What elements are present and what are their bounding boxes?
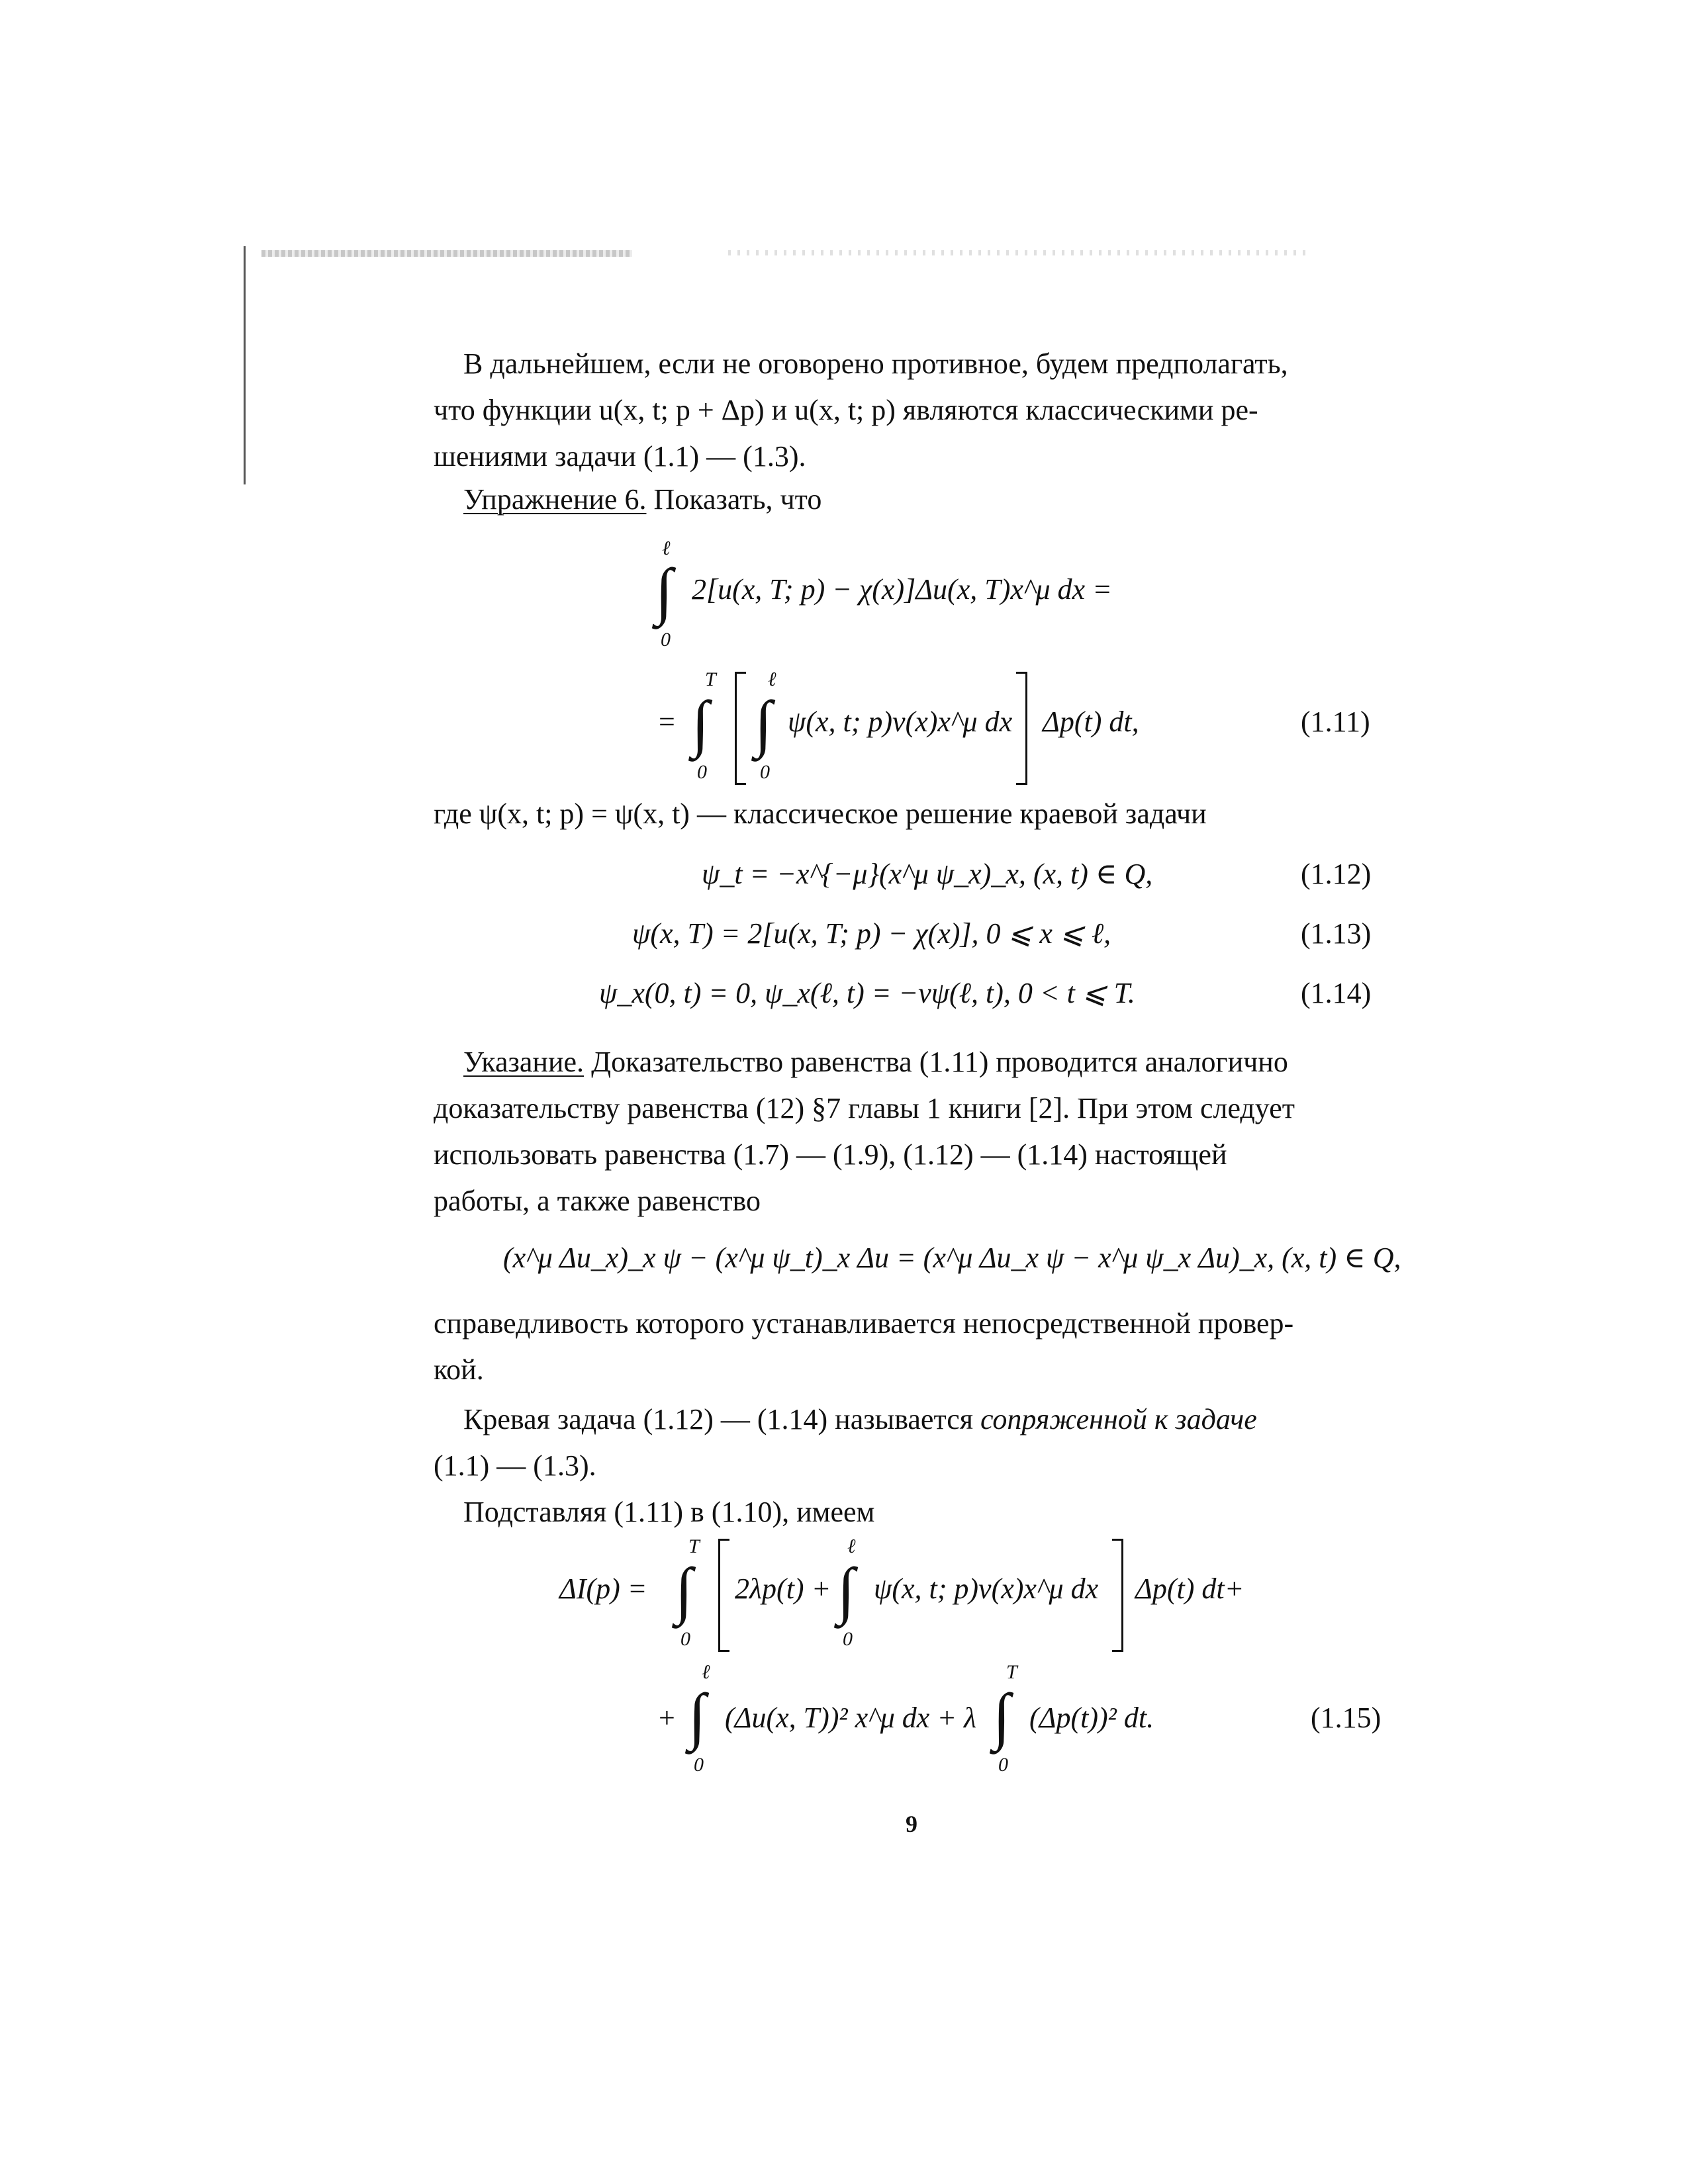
adjoint-line2: (1.1) — (1.3). [434,1449,596,1482]
para1-line2: что функции u(x, t; p + Δp) и u(x, t; p) являются классическими ре- [434,394,1258,426]
int7-lower: 0 [998,1754,1008,1776]
int2-lower: 0 [697,761,707,783]
eq-1-15-outer: Δp(t) dt+ [1135,1572,1244,1605]
left-bracket [718,1539,729,1652]
left-bracket [735,672,746,785]
eq-number-1-15: (1.15) [1311,1702,1382,1734]
eq-1-11-line1: 2[u(x, T; p) − χ(x)]Δu(x, T)x^μ dx = [692,573,1112,606]
equals-sign: = [659,705,675,738]
eq-1-11-outer: Δp(t) dt, [1043,705,1139,738]
eq-1-15-inner-a: 2λp(t) + [735,1572,831,1605]
eq-number-1-14: (1.14) [1301,977,1372,1009]
eq-number-1-11: (1.11) [1301,705,1370,738]
integral-sign: ∫ [837,1555,855,1625]
scan-edge-line [244,246,246,484]
hint-line3: использовать равенства (1.7) — (1.9), (1.12) — (1.14) настоящей [434,1138,1227,1171]
para1-line1: В дальнейшем, если не оговорено противное, будем предполагать, [463,347,1288,380]
integral-sign: ∫ [755,688,773,758]
eq-1-11-inner: ψ(x, t; p)v(x)x^μ dx [788,705,1013,738]
para1-line3: шениями задачи (1.1) — (1.3). [434,440,806,473]
int5-lower: 0 [843,1628,853,1650]
adjoint-emphasis: сопряженной к задаче [980,1403,1257,1435]
scan-top-smudge [261,250,632,257]
hint-label: Указание. [463,1046,585,1078]
exercise-line [463,477,821,523]
eq-1-15-lhs: ΔI(p) = [559,1572,647,1605]
para-after-identity-line1: справедливость которого устанавливается непосредственной провер- [434,1307,1294,1340]
para-after-identity-line2: кой. [434,1353,484,1386]
hint-line4: работы, а также равенство [434,1185,761,1217]
adjoint-line1 [463,1396,1257,1443]
int3-lower: 0 [760,761,770,783]
int1-lower: 0 [661,629,671,651]
eq-number-1-12: (1.12) [1301,858,1372,890]
eq-1-15-inner-b: ψ(x, t; p)v(x)x^μ dx [874,1572,1099,1605]
integral-sign: ∫ [675,1555,693,1625]
int1-upper: ℓ [662,537,671,559]
right-bracket [1016,672,1027,785]
where-line: где ψ(x, t; p) = ψ(x, t) — классическое решение краевой задачи [434,797,1207,830]
exercise-text: Показать, что [646,483,822,516]
eq-1-15-line2-a: (Δu(x, T))² x^μ dx + λ [725,1702,977,1734]
eq-number-1-13: (1.13) [1301,917,1372,950]
right-bracket [1112,1539,1123,1652]
eq-1-13: ψ(x, T) = 2[u(x, T; p) − χ(x)], 0 ⩽ x ⩽ ℓ, [632,917,1111,950]
int4-upper: T [688,1535,700,1557]
int4-lower: 0 [680,1628,690,1650]
int5-upper: ℓ [847,1535,856,1557]
hint-line2: доказательству равенства (12) §7 главы 1 книги [2]. При этом следует [434,1092,1295,1124]
exercise-label: Упражнение 6. [463,483,647,516]
adjoint-prefix: Кревая задача (1.12) — (1.14) называется [463,1403,980,1435]
scan-top-smudge-right [728,250,1311,255]
int2-upper: T [705,668,716,690]
integral-sign: ∫ [655,555,673,626]
int6-lower: 0 [694,1754,704,1776]
substituting-line: Подставляя (1.11) в (1.10), имеем [463,1496,875,1528]
integral-sign: ∫ [688,1680,706,1751]
eq-1-15-line2-b: (Δp(t))² dt. [1029,1702,1154,1734]
int7-upper: T [1006,1661,1017,1683]
plus-sign: + [659,1702,675,1734]
hint-line1 [463,1039,1288,1085]
int3-upper: ℓ [768,668,776,690]
eq-1-12: ψ_t = −x^{−μ}(x^μ ψ_x)_x, (x, t) ∈ Q, [702,858,1153,890]
eq-1-14: ψ_x(0, t) = 0, ψ_x(ℓ, t) = −νψ(ℓ, t), 0 < t ⩽ T. [599,977,1135,1009]
int6-upper: ℓ [702,1661,710,1683]
integral-sign: ∫ [993,1680,1011,1751]
page-number: 9 [906,1811,917,1837]
identity-equation: (x^μ Δu_x)_x ψ − (x^μ ψ_t)_x Δu = (x^μ Δu_x ψ − x^μ ψ_x Δu)_x, (x, t) ∈ Q, [503,1242,1401,1274]
hint-text: Доказательство равенства (1.11) проводится аналогично [584,1046,1288,1078]
integral-sign: ∫ [692,688,710,758]
